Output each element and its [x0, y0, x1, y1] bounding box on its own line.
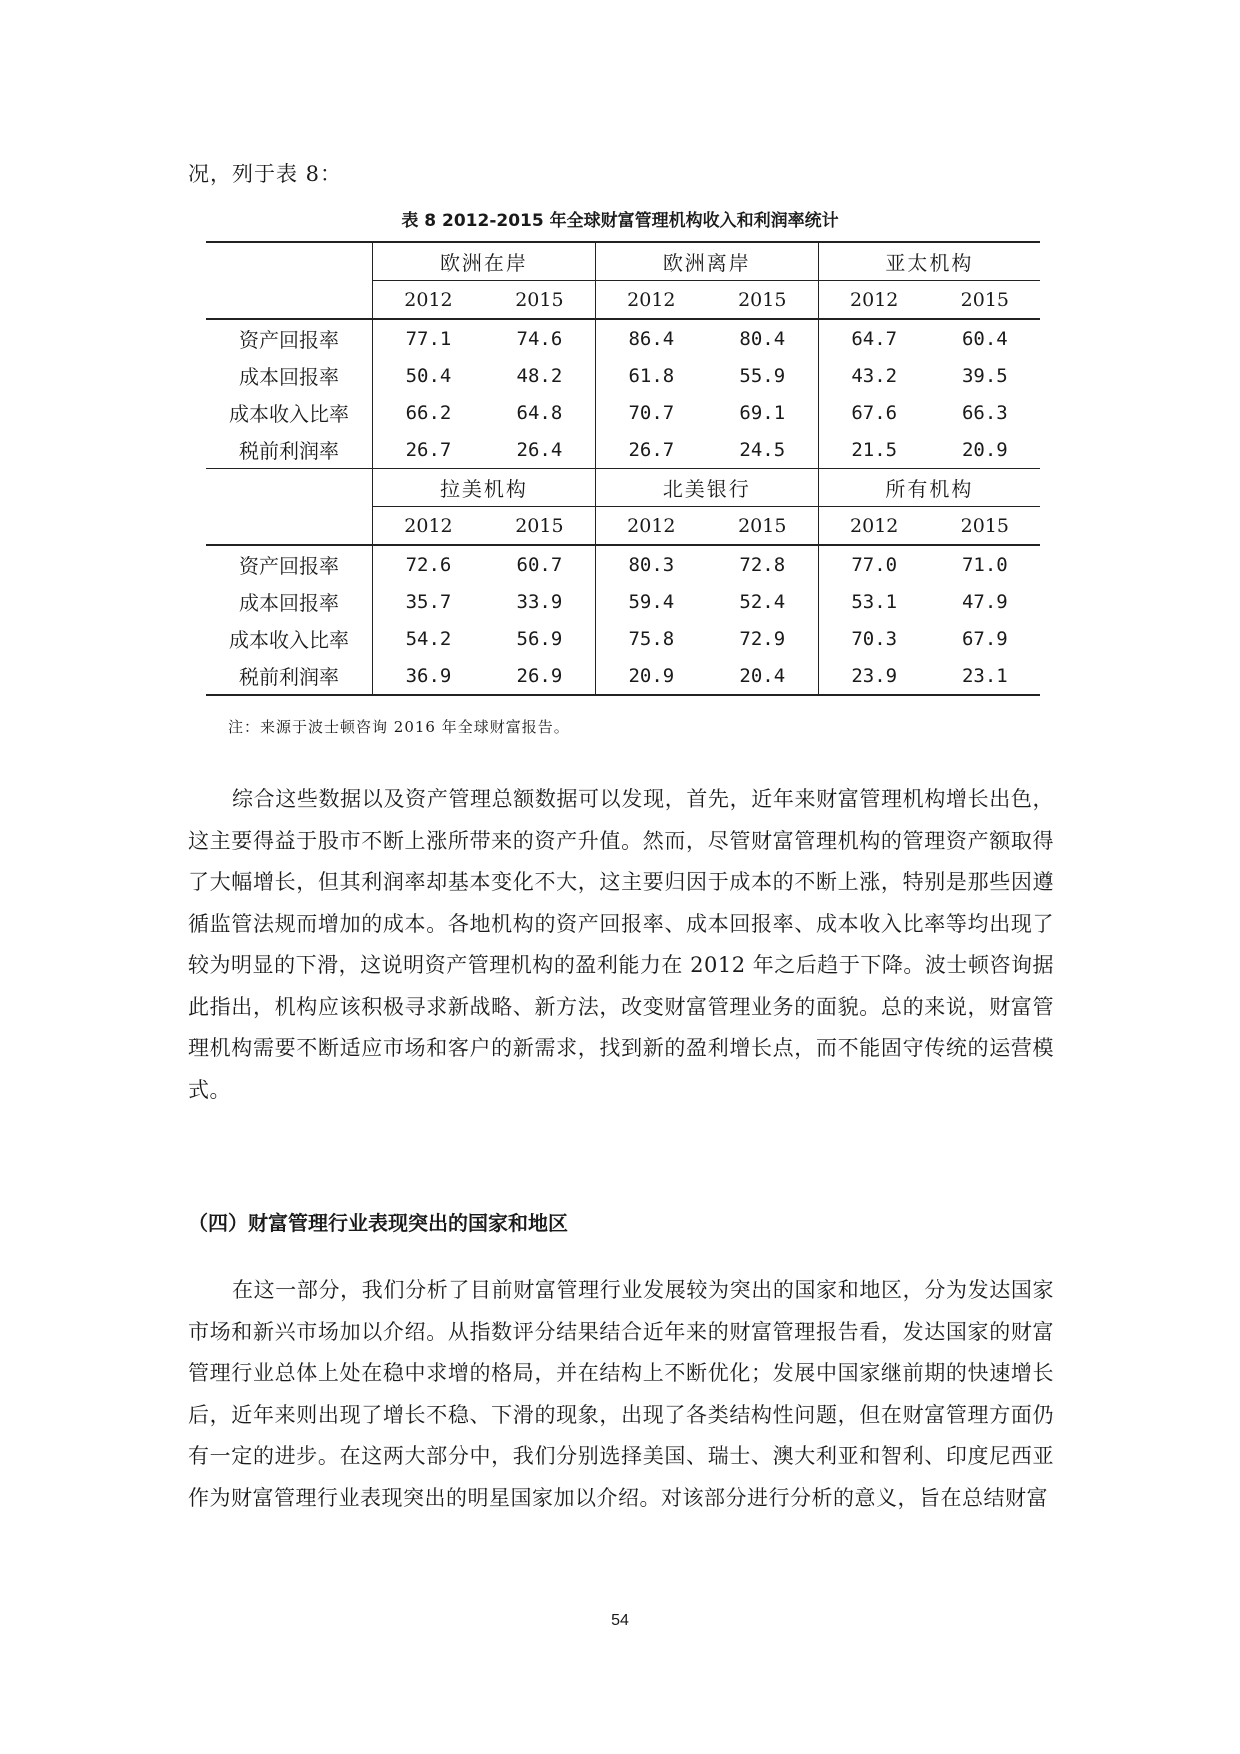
table-cell: 24.5 [707, 431, 818, 469]
table-cell: 72.6 [373, 545, 484, 583]
intro-text: 况，列于表 8： [188, 162, 343, 186]
table-row [206, 545, 1040, 583]
row-label: 成本回报率 [206, 583, 373, 620]
table-cell: 70.3 [851, 627, 898, 650]
region-header: 欧洲在岸 [373, 242, 596, 281]
table-cell: 47.9 [961, 590, 1008, 613]
table-cell: 20.9 [961, 438, 1008, 461]
table-cell: 72.9 [707, 620, 818, 657]
table-cell: 75.8 [628, 627, 675, 650]
row-label: 资产回报率 [206, 545, 373, 583]
region-header: 亚太机构 [818, 242, 1040, 281]
table-cell: 80.4 [707, 319, 818, 357]
table-cell: 20.9 [595, 657, 706, 695]
year-header: 2015 [484, 507, 595, 546]
table-cell: 69.1 [707, 394, 818, 431]
table-cell: 21.5 [851, 438, 898, 461]
table-cell: 26.7 [628, 438, 675, 461]
table-cell: 26.9 [484, 657, 595, 695]
table-cell: 77.1 [373, 319, 484, 357]
table-cell: 72.8 [707, 545, 818, 583]
table-cell: 23.1 [930, 657, 1040, 695]
table-cell: 35.7 [405, 590, 452, 613]
year-header: 2012 [850, 288, 899, 311]
table-row [206, 394, 1040, 431]
year-header: 2015 [707, 281, 818, 320]
year-header: 2015 [960, 288, 1010, 311]
table-cell: 61.8 [628, 364, 675, 387]
table-cell: 60.4 [930, 319, 1040, 357]
table-cell: 67.6 [851, 401, 898, 424]
body-paragraph: 综合这些数据以及资产管理总额数据可以发现，首先，近年来财富管理机构增长出色，这主要得益于股市不断上涨所带来的资产升值。然而，尽管财富管理机构的管理资产额取得了大幅增长，但其利润率却基本变化不大，这主要归因于成本的不断上涨，特别是那些因遵循监管法规而增加的成本。各地机构的资产回报率、成本回报率、成本收入比率等均出现了较为明显的下滑，这说明资产管理机构的盈利能力在 2012 年之后趋于下降。波士顿咨询据此指出，机构应该积极寻求新战略、新方法，改变财富管理业务的面貌。总的来说，财富管理机构需要不断适应市场和客户的新需求，找到新的盈利增长点，而不能固守传统的运营模式。 [188, 787, 1054, 1102]
table-cell: 43.2 [851, 364, 898, 387]
row-label: 成本回报率 [206, 357, 373, 394]
table-cell: 52.4 [707, 583, 818, 620]
table-cell: 26.7 [405, 438, 452, 461]
row-label: 成本收入比率 [206, 620, 373, 657]
region-header: 拉美机构 [373, 469, 596, 507]
table-cell: 70.7 [628, 401, 675, 424]
table-cell: 80.3 [595, 545, 706, 583]
table-cell: 60.7 [484, 545, 595, 583]
page-number: 54 [611, 1612, 629, 1629]
table-cell: 77.0 [818, 545, 929, 583]
year-header: 2015 [960, 514, 1010, 537]
table-cell: 56.9 [484, 620, 595, 657]
year-header: 2012 [627, 288, 676, 311]
table-cell: 59.4 [628, 590, 675, 613]
table-row [206, 657, 1040, 695]
table-cell: 39.5 [961, 364, 1008, 387]
table-cell: 71.0 [930, 545, 1040, 583]
row-label: 成本收入比率 [206, 394, 373, 431]
table-cell: 67.9 [961, 627, 1008, 650]
table-cell: 23.9 [818, 657, 929, 695]
table-cell: 66.2 [405, 401, 452, 424]
table-cell: 36.9 [373, 657, 484, 695]
table-row [206, 357, 1040, 394]
year-header: 2012 [404, 288, 453, 311]
table-cell: 48.2 [484, 357, 595, 394]
table-cell: 50.4 [405, 364, 452, 387]
corner-cell [206, 242, 373, 319]
table-cell: 53.1 [851, 590, 898, 613]
year-header: 2012 [850, 514, 899, 537]
table-cell: 86.4 [595, 319, 706, 357]
table-cell: 55.9 [707, 357, 818, 394]
profit-table [206, 241, 1040, 696]
year-header: 2012 [627, 514, 676, 537]
table-caption: 表 8 2012-2015 年全球财富管理机构收入和利润率统计 [401, 211, 839, 231]
table-row [206, 583, 1040, 620]
section-heading: （四）财富管理行业表现突出的国家和地区 [188, 1211, 568, 1235]
table-row [206, 620, 1040, 657]
region-header: 所有机构 [818, 469, 1040, 507]
table-note: 注：来源于波士顿咨询 2016 年全球财富报告。 [228, 718, 570, 736]
table-cell: 74.6 [484, 319, 595, 357]
row-label: 税前利润率 [206, 431, 373, 469]
table-cell: 20.4 [707, 657, 818, 695]
row-label: 资产回报率 [206, 319, 373, 357]
table-cell: 64.7 [818, 319, 929, 357]
table-row [206, 431, 1040, 469]
corner-cell [206, 469, 373, 546]
table-cell: 54.2 [405, 627, 452, 650]
table-cell: 64.8 [484, 394, 595, 431]
year-header: 2015 [707, 507, 818, 546]
table-row [206, 319, 1040, 357]
table-cell: 26.4 [484, 431, 595, 469]
region-header: 欧洲离岸 [595, 242, 818, 281]
region-header: 北美银行 [595, 469, 818, 507]
table-cell: 33.9 [484, 583, 595, 620]
body-paragraph: 在这一部分，我们分析了目前财富管理行业发展较为突出的国家和地区，分为发达国家市场和新兴市场加以介绍。从指数评分结果结合近年来的财富管理报告看，发达国家的财富管理行业总体上处在稳中求增的格局，并在结构上不断优化；发展中国家继前期的快速增长后，近年来则出现了增长不稳、下滑的现象，出现了各类结构性问题，但在财富管理方面仍有一定的进步。在这两大部分中，我们分别选择美国、瑞士、澳大利亚和智利、印度尼西亚作为财富管理行业表现突出的明星国家加以介绍。对该部分进行分析的意义，旨在总结财富 [188, 1278, 1054, 1510]
table-cell: 66.3 [961, 401, 1008, 424]
row-label: 税前利润率 [206, 657, 373, 695]
year-header: 2015 [484, 281, 595, 320]
year-header: 2012 [404, 514, 453, 537]
